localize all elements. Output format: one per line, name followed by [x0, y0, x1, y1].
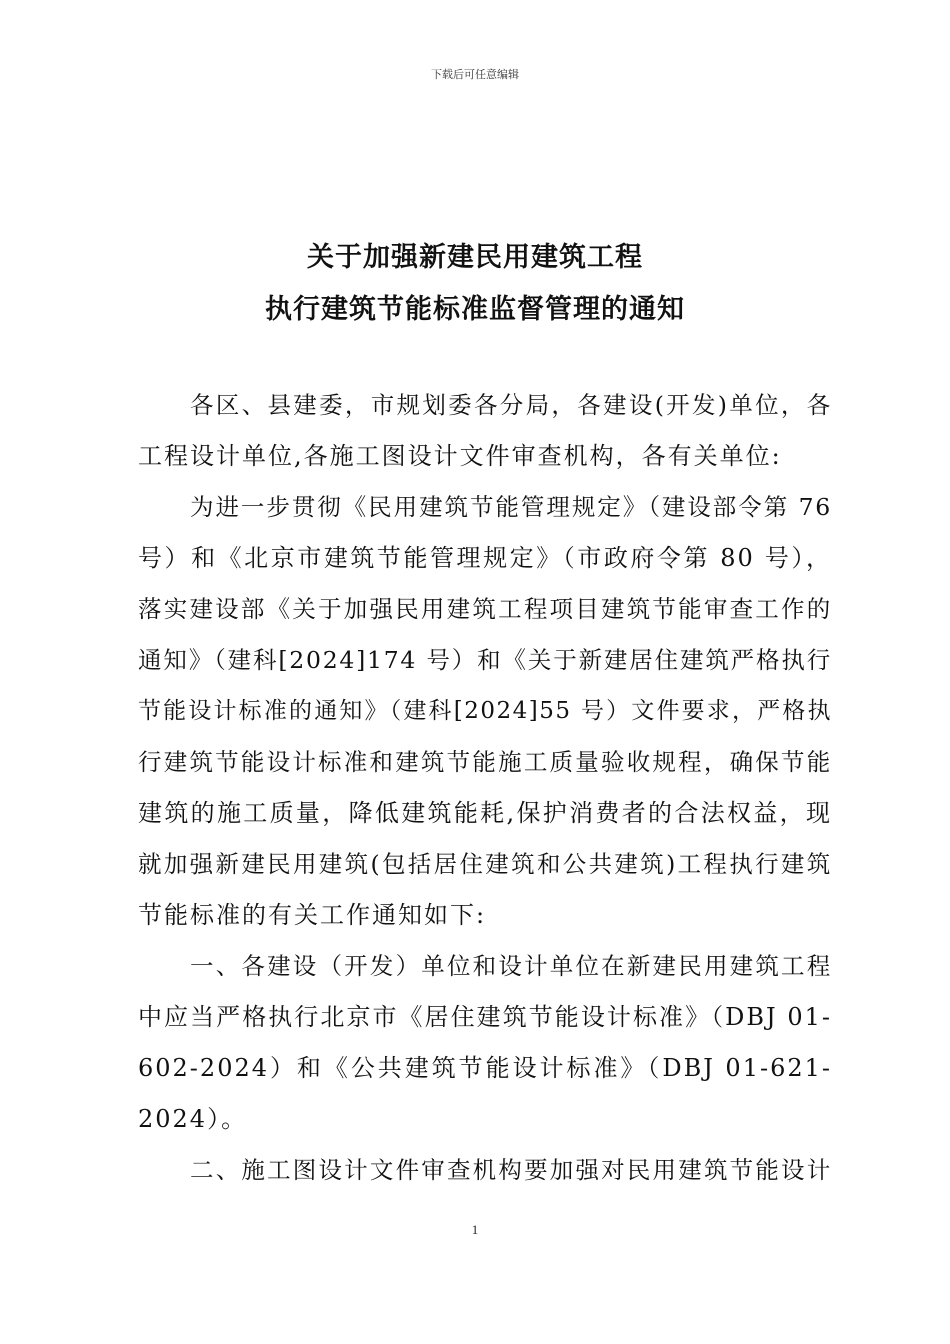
body-line: 落实建设部《关于加强民用建筑工程项目建筑节能审查工作的: [138, 595, 832, 623]
body-line: 节能标准的有关工作通知如下:: [138, 901, 487, 929]
body-line: 一、各建设（开发）单位和设计单位在新建民用建筑工程: [190, 952, 832, 980]
body-line: 中应当严格执行北京市《居住建筑节能设计标准》（DBJ 01-: [138, 1003, 832, 1031]
body-line: 号）和《北京市建筑节能管理规定》（市政府令第 80 号），: [138, 544, 832, 572]
page-number: 1: [471, 1222, 479, 1237]
body-line: 二、施工图设计文件审查机构要加强对民用建筑节能设计: [190, 1156, 832, 1184]
header-note: 下载后可任意编辑: [431, 68, 519, 81]
body-line: 行建筑节能设计标准和建筑节能施工质量验收规程，确保节能: [138, 748, 832, 776]
title-line-2: 执行建筑节能标准监督管理的通知: [265, 294, 685, 325]
body-line: 就加强新建民用建筑(包括居住建筑和公共建筑)工程执行建筑: [138, 850, 832, 878]
title-line-1: 关于加强新建民用建筑工程: [307, 242, 643, 273]
body-line: 通知》（建科[2024]174 号）和《关于新建居住建筑严格执行: [138, 646, 832, 674]
body-line: 602-2024）和《公共建筑节能设计标准》（DBJ 01-621-: [138, 1054, 832, 1082]
document-body: [138, 380, 832, 1196]
body-line: 各区、县建委，市规划委各分局，各建设(开发)单位，各: [190, 391, 832, 419]
body-line: 工程设计单位,各施工图设计文件审查机构，各有关单位:: [138, 442, 782, 470]
document-title: [0, 232, 950, 336]
body-line: 为进一步贯彻《民用建筑节能管理规定》（建设部令第 76: [190, 493, 832, 521]
body-line: 建筑的施工质量，降低建筑能耗,保护消费者的合法权益，现: [138, 799, 832, 827]
body-line: 节能设计标准的通知》（建科[2024]55 号）文件要求，严格执: [138, 698, 832, 724]
body-line: 2024）。: [138, 1105, 248, 1133]
